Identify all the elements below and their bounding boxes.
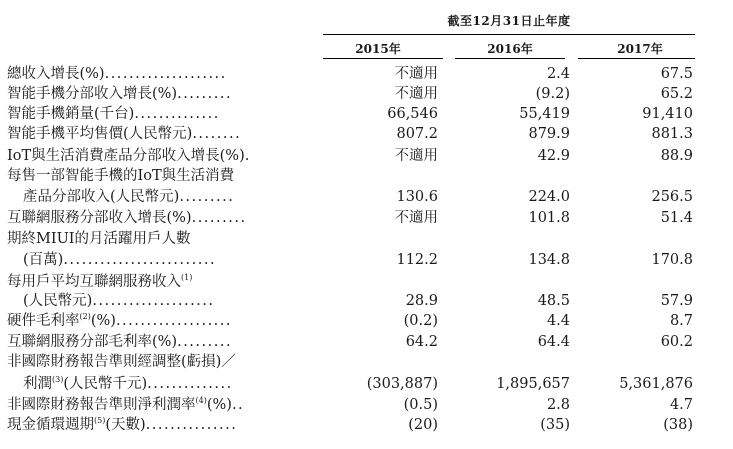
table-row — [0, 166, 733, 186]
cell-2017年: (38) — [663, 417, 693, 433]
table-row — [0, 395, 733, 415]
leader-dots: .............. — [134, 106, 220, 122]
footnote-marker: (5) — [94, 416, 106, 426]
cell-2017年: 91,410 — [642, 106, 693, 122]
row-label — [7, 272, 307, 292]
cell-2017年: 8.7 — [669, 313, 693, 329]
table-row — [0, 352, 733, 372]
table-row — [0, 272, 733, 292]
cell-2016年: (9.2) — [535, 86, 570, 102]
row-label-text: 利潤 — [23, 376, 52, 392]
row-label-text: 互聯網服務分部毛利率(%) — [7, 334, 178, 350]
row-label-unit: (%) — [206, 397, 232, 413]
table-row — [0, 374, 733, 394]
cell-2017年: 88.9 — [660, 148, 693, 164]
footnote-marker: (2) — [79, 312, 91, 322]
table-row — [0, 84, 733, 104]
leader-dots: . — [244, 148, 251, 164]
leader-dots: ........ — [192, 126, 242, 142]
row-label — [7, 332, 307, 352]
cell-2017年: 67.5 — [660, 66, 693, 82]
cell-2016年: 2.8 — [546, 397, 570, 413]
row-label — [23, 374, 323, 394]
cell-2016年: 224.0 — [528, 189, 570, 205]
table-row — [0, 208, 733, 228]
cell-2016年: 4.4 — [546, 313, 570, 329]
leader-dots: .................... — [104, 66, 227, 82]
footnote-marker: (4) — [195, 396, 207, 406]
footnote-marker: (3) — [52, 375, 64, 385]
cell-2015年: (0.5) — [403, 397, 438, 413]
year-header-2017: 2017年 — [617, 42, 663, 56]
cell-2015年: 66,546 — [387, 106, 438, 122]
leader-dots: ......... — [177, 334, 233, 350]
row-label — [7, 84, 307, 104]
table-row — [0, 229, 733, 249]
table-row — [0, 64, 733, 84]
row-label-unit: (%) — [90, 313, 116, 329]
cell-2017年: 65.2 — [660, 86, 693, 102]
row-label-text: 硬件毛利率 — [7, 313, 80, 329]
header-rule-top — [323, 34, 695, 35]
cell-2017年: 256.5 — [651, 189, 693, 205]
leader-dots: ......................... — [63, 252, 217, 268]
leader-dots: ................... — [115, 313, 233, 329]
cell-2015年: (303,887) — [366, 376, 438, 392]
cell-2017年: 170.8 — [651, 252, 693, 268]
cell-2016年: 42.9 — [537, 148, 570, 164]
row-label-text: 智能手機平均售價(人民幣元) — [7, 126, 193, 142]
cell-2016年: (35) — [540, 417, 570, 433]
cell-2016年: 55,419 — [519, 106, 570, 122]
cell-2015年: 64.2 — [405, 334, 438, 350]
table-row — [0, 250, 733, 270]
cell-2017年: 881.3 — [651, 126, 693, 142]
row-label — [7, 208, 307, 228]
leader-dots: .. — [231, 397, 245, 413]
cell-2016年: 1,895,657 — [496, 376, 570, 392]
row-label-text: 智能手機分部收入增長(%) — [7, 86, 178, 102]
row-label-text: (人民幣元) — [23, 293, 93, 309]
leader-dots: ............... — [145, 417, 238, 433]
header-rule-2017 — [578, 58, 695, 59]
cell-2015年: 112.2 — [396, 252, 438, 268]
row-label — [7, 64, 307, 84]
cell-2015年: 130.6 — [396, 189, 438, 205]
row-label — [23, 291, 323, 311]
header-rule-2016 — [455, 58, 565, 59]
cell-2016年: 64.4 — [537, 334, 570, 350]
cell-2015年: 不適用 — [394, 148, 438, 164]
table-row — [0, 291, 733, 311]
table-row — [0, 104, 733, 124]
row-label-text: 現金循環週期 — [7, 417, 94, 433]
leader-dots: .............. — [147, 376, 233, 392]
row-label-text: IoT與生活消費產品分部收入增長(%) — [7, 148, 245, 164]
cell-2017年: 60.2 — [660, 334, 693, 350]
cell-2015年: (20) — [408, 417, 438, 433]
cell-2015年: 不適用 — [394, 86, 438, 102]
leader-dots: ......... — [191, 210, 247, 226]
row-label-text: 產品分部收入(人民幣元) — [23, 189, 180, 205]
row-label — [23, 250, 323, 270]
cell-2015年: 不適用 — [394, 210, 438, 226]
table-row — [0, 146, 733, 166]
cell-2015年: (0.2) — [403, 313, 438, 329]
table-row — [0, 332, 733, 352]
cell-2017年: 4.7 — [669, 397, 693, 413]
header-rule-2015 — [323, 58, 443, 59]
row-label — [23, 187, 323, 207]
leader-dots: ......... — [179, 189, 235, 205]
row-label — [7, 104, 307, 124]
table-row — [0, 311, 733, 331]
row-label-text: 非國際財務報告準則經調整(虧損)／ — [7, 354, 236, 370]
row-label-text: 智能手機銷量(千台) — [7, 106, 135, 122]
row-label-text: 總收入增長(%) — [7, 66, 105, 82]
leader-dots: .................... — [92, 293, 215, 309]
cell-2016年: 48.5 — [537, 293, 570, 309]
row-label — [7, 229, 307, 249]
leader-dots: ......... — [177, 86, 233, 102]
table-row — [0, 415, 733, 435]
row-label-unit: (天數) — [105, 417, 146, 433]
row-label-text: 期終MIUI的月活躍用戶人數 — [7, 231, 191, 247]
cell-2016年: 101.8 — [528, 210, 570, 226]
row-label-text: 每售一部智能手機的IoT與生活消費 — [7, 168, 235, 184]
year-header-2015: 2015年 — [355, 42, 401, 56]
row-label-text: 每用戶平均互聯網服務收入 — [7, 274, 181, 290]
cell-2017年: 5,361,876 — [619, 376, 693, 392]
row-label-unit: (人民幣千元) — [63, 376, 148, 392]
cell-2015年: 807.2 — [396, 126, 438, 142]
year-header-2016: 2016年 — [487, 42, 533, 56]
cell-2017年: 51.4 — [660, 210, 693, 226]
cell-2016年: 2.4 — [546, 66, 570, 82]
cell-2016年: 134.8 — [528, 252, 570, 268]
row-label — [7, 146, 307, 166]
table-row — [0, 124, 733, 144]
row-label — [7, 352, 307, 372]
row-label — [7, 415, 307, 435]
row-label-text: (百萬) — [23, 252, 64, 268]
cell-2017年: 57.9 — [660, 293, 693, 309]
footnote-marker: (1) — [181, 273, 193, 283]
row-label-text: 互聯網服務分部收入增長(%) — [7, 210, 192, 226]
cell-2015年: 28.9 — [405, 293, 438, 309]
year-span-header: 截至12月31日止年度 — [447, 14, 571, 28]
cell-2016年: 879.9 — [528, 126, 570, 142]
table-row — [0, 187, 733, 207]
row-label — [7, 124, 307, 144]
row-label — [7, 311, 307, 331]
row-label — [7, 166, 307, 186]
cell-2015年: 不適用 — [394, 66, 438, 82]
row-label-text: 非國際財務報告準則淨利潤率 — [7, 397, 196, 413]
row-label — [7, 395, 307, 415]
